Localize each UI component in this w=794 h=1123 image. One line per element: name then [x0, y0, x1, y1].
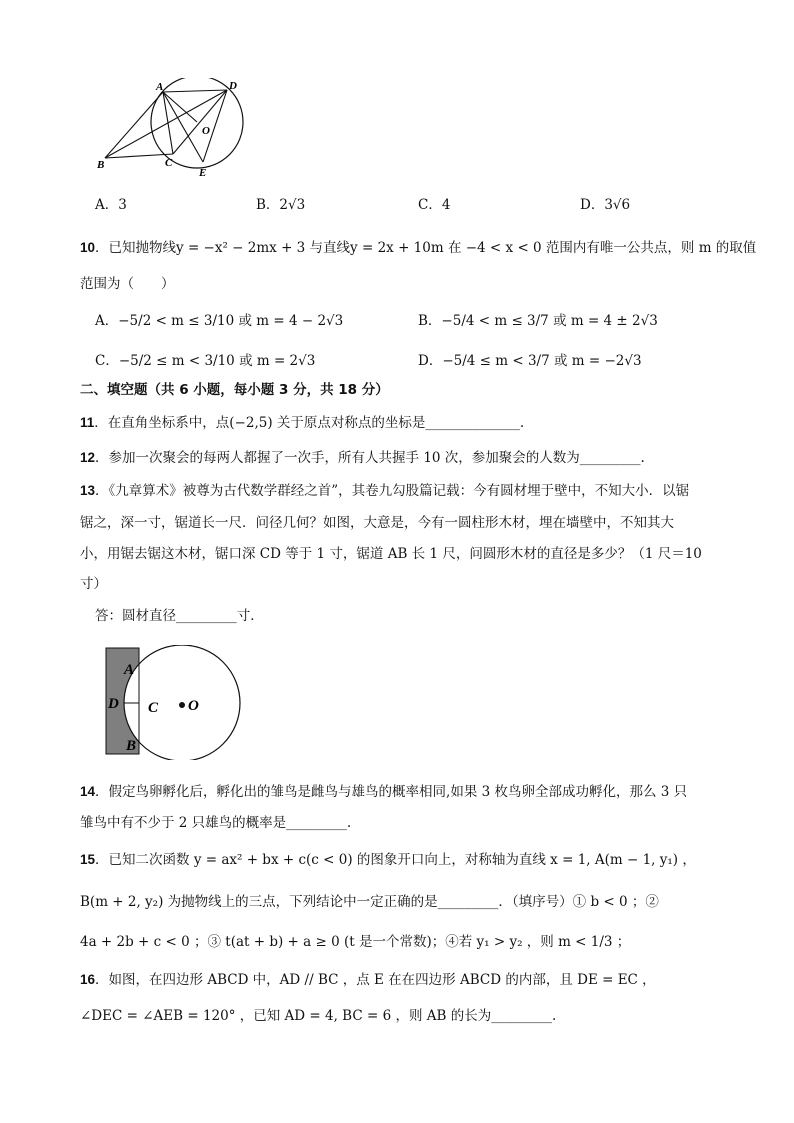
- q10-line1: [80, 236, 756, 256]
- q10-option-a: A．−5/2 < m ≤ 3/10 或 m = 4 − 2√3: [95, 313, 344, 329]
- q13-label-A: A: [124, 662, 135, 678]
- q10-option-c: C．−5/2 ≤ m < 3/10 或 m = 2√3: [95, 353, 316, 369]
- q11-line: [80, 411, 524, 431]
- q15-text3: 4a + 2b + c < 0 ；③ t(at + b) + a ≥ 0 (t 是一个常数)；④若 y₁ > y₂ ，则 m < 1/3 ；: [80, 934, 631, 950]
- q10-number: 10: [80, 240, 96, 255]
- q13-label-B: B: [126, 738, 137, 754]
- q15-text2: B(m + 2, y₂) 为抛物线上的三点，下列结论中一定正确的是_________．（填序号）① b < 0 ；②: [80, 894, 659, 910]
- q13-text3: 小，用锯去锯这木材，锯口深 CD 等于 1 寸，锯道 AB 长 1 尺，问圆形木材的直径是多少？（1 尺＝10: [80, 546, 702, 562]
- q9-option-d: D．3√6: [580, 197, 631, 213]
- q13-label-C: C: [148, 700, 159, 716]
- q10-text2: 范围为（ ）: [80, 276, 175, 292]
- q10-text1: ．已知抛物线y = −x² − 2mx + 3 与直线y = 2x + 10m 在 −4 < x < 0 范围内有唯一公共点，则 m 的取值: [95, 240, 757, 256]
- q11-number: 11: [80, 415, 95, 430]
- q9-option-b: B．2√3: [256, 197, 306, 213]
- q14-number: 14: [80, 784, 96, 799]
- q15-line1: [80, 848, 696, 868]
- q13-center-dot: [179, 702, 185, 708]
- q15-number: 15: [80, 852, 96, 867]
- q9-label-A: A: [156, 81, 164, 93]
- q9-label-O: O: [202, 125, 210, 137]
- q12-number: 12: [80, 450, 96, 465]
- q15-text1: ．已知二次函数 y = ax² + bx + c(c < 0) 的图象开口向上，对称轴为直线 x = 1, A(m − 1, y₁) ，: [95, 852, 696, 868]
- q13-text1: ．《九章算术》被尊为古代数学群经之首”，其卷九勾股篇记载：今有圆材埋于壁中，不知大小．以锯: [95, 483, 690, 499]
- q13-log-figure: [100, 645, 250, 760]
- q13-text2: 锯之，深一寸，锯道长一尺．问径几何？如图，大意是，今有一圆柱形木材，埋在墙壁中，不知其大: [80, 515, 674, 531]
- q9-label-C: C: [165, 157, 173, 169]
- q13-line1: [80, 479, 689, 499]
- q11-text: ．在直角坐标系中，点(−2,5) 关于原点对称点的坐标是______________.: [94, 415, 525, 431]
- q13-number: 13: [80, 483, 96, 498]
- q9-option-a: A．3: [95, 197, 127, 213]
- q9-label-D: D: [229, 80, 237, 92]
- q13-answer: 答：圆材直径_________寸．: [95, 608, 264, 624]
- q14-line1: [80, 780, 687, 800]
- q13-label-D: D: [108, 696, 119, 712]
- q16-line1: [80, 968, 656, 988]
- q10-option-d: D．−5/4 ≤ m < 3/7 或 m = −2√3: [418, 353, 642, 369]
- q16-number: 16: [80, 972, 96, 987]
- q12-line: [80, 446, 645, 466]
- q9-label-E: E: [199, 167, 207, 179]
- q9-option-c: C．4: [418, 197, 451, 213]
- q10-option-b: B．−5/4 < m ≤ 3/7 或 m = 4 ± 2√3: [418, 313, 658, 329]
- q16-text2: ∠DEC = ∠AEB = 120° ，已知 AD = 4, BC = 6 ，则 AB 的长为_________.: [80, 1008, 557, 1024]
- q13-text4: 寸）: [80, 576, 107, 592]
- q16-text1: ．如图，在四边形 ABCD 中，AD // BC ，点 E 在在四边形 ABCD 的内部，且 DE = EC ，: [95, 972, 656, 988]
- section2-title: 二、填空题（共 6 小题，每小题 3 分，共 18 分）: [80, 382, 389, 398]
- q9-circle-figure: [95, 78, 255, 180]
- q9-label-B: B: [97, 159, 105, 171]
- q12-text: ．参加一次聚会的每两人都握了一次手，所有人共握手 10 次，参加聚会的人数为_________.: [95, 450, 645, 466]
- q14-text1: ．假定鸟卵孵化后，孵化出的雏鸟是雌鸟与雄鸟的概率相同,如果 3 枚鸟卵全部成功孵化，那么 3 只: [95, 784, 688, 800]
- q14-text2: 雏鸟中有不少于 2 只雄鸟的概率是_________.: [80, 815, 352, 831]
- q13-label-O: O: [188, 698, 199, 714]
